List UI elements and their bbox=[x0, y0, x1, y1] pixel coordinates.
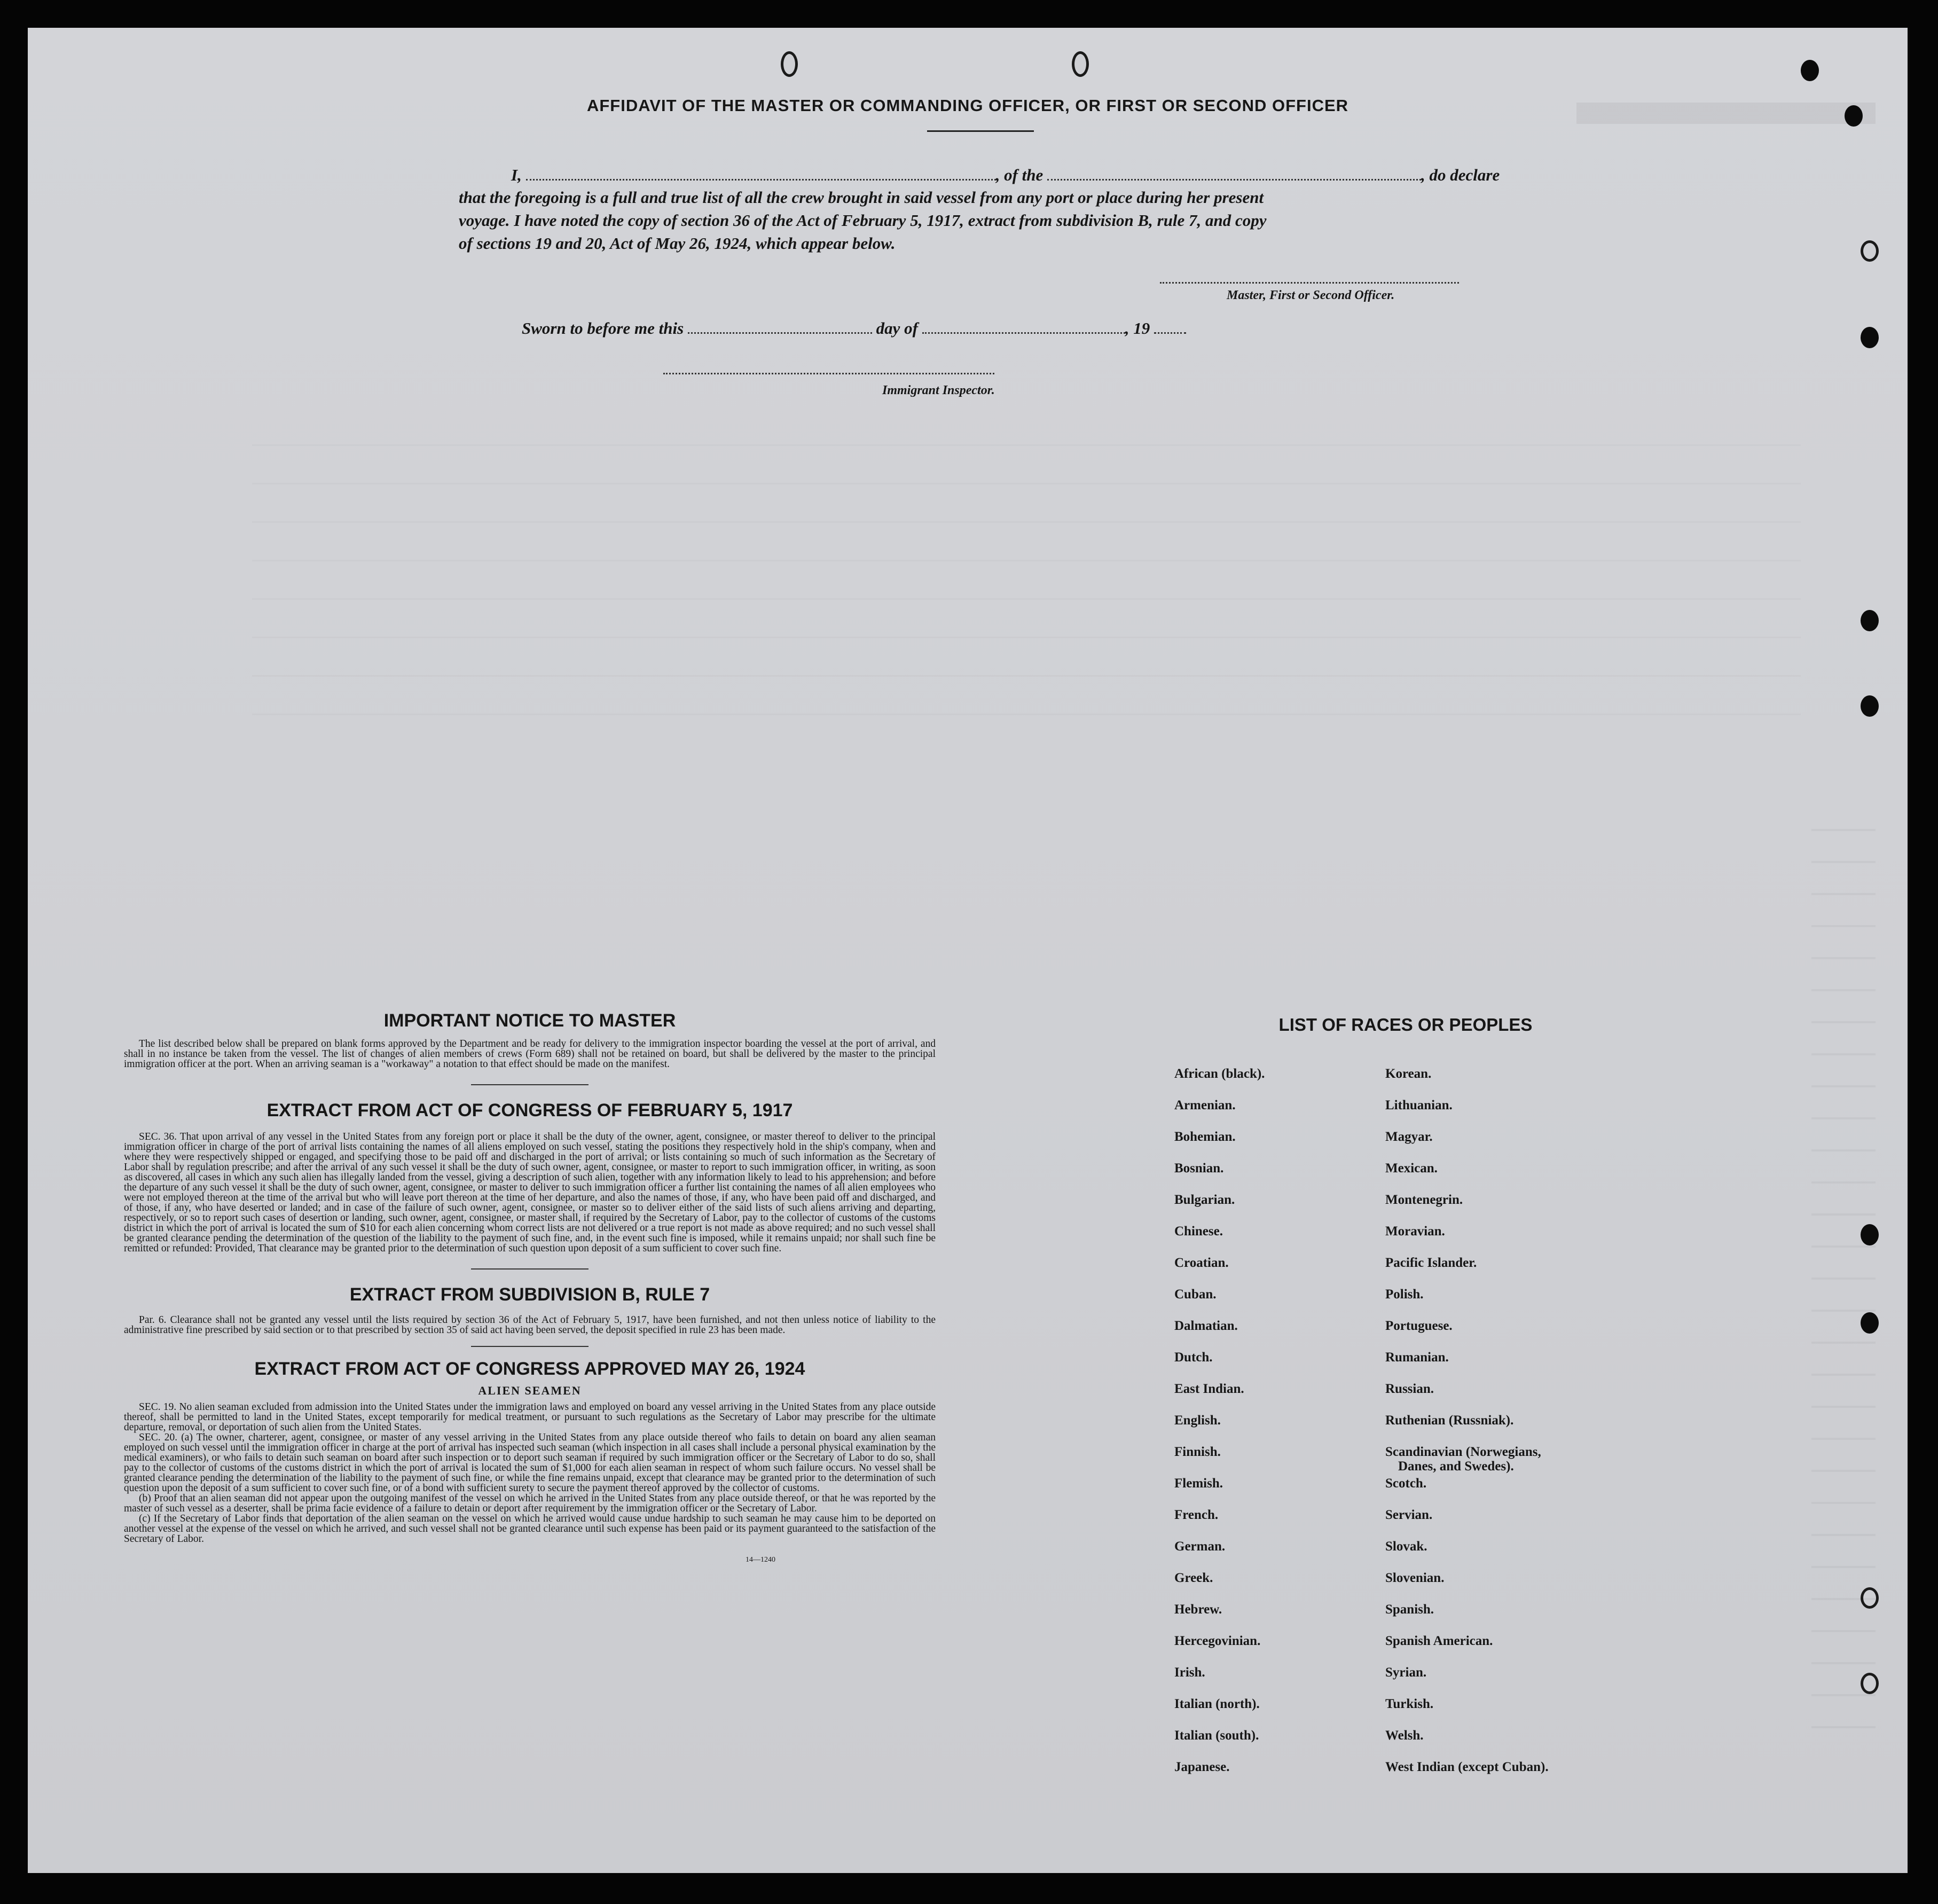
race-list-item: Greek. bbox=[1174, 1571, 1213, 1585]
declaration-line-2: that the foregoing is a full and true list of all the crew brought in said vessel from any port or place during her present bbox=[459, 188, 1264, 207]
race-list-item: Italian (south). bbox=[1174, 1728, 1259, 1743]
declaration-declare: , do declare bbox=[1421, 166, 1500, 184]
race-list-item: Turkish. bbox=[1385, 1697, 1434, 1711]
extract-rule7-title: EXTRACT FROM SUBDIVISION B, RULE 7 bbox=[349, 1284, 710, 1305]
declaration-line-1 bbox=[511, 166, 1500, 185]
legal-extracts-column bbox=[124, 1010, 936, 1564]
race-list-item: English. bbox=[1174, 1413, 1221, 1428]
punch-hole bbox=[1801, 60, 1819, 81]
race-list-item: Japanese. bbox=[1174, 1760, 1230, 1774]
race-list-item: Finnish. bbox=[1174, 1445, 1221, 1459]
affidavit-title: AFFIDAVIT OF THE MASTER OR COMMANDING OFFICER, OR FIRST OR SECOND OFFICER bbox=[586, 96, 1349, 115]
sworn-day-label: day of bbox=[876, 319, 918, 338]
master-signature-line[interactable] bbox=[1160, 279, 1459, 284]
races-column-2 bbox=[1385, 1067, 1549, 1791]
extract-1924-subtitle: ALIEN SEAMEN bbox=[478, 1384, 582, 1397]
punch-hole bbox=[781, 51, 798, 77]
extract-1924-title: EXTRACT FROM ACT OF CONGRESS APPROVED MAY 26, 1924 bbox=[254, 1359, 805, 1379]
extract-1924-sec20a: SEC. 20. (a) The owner, charterer, agent, consignee, or master of any vessel arriving in the United States from any place outside thereof who fails to detain on board any alien seaman employed on such vessel until the immigration officer in charge at the port of arrival has inspected such seaman (which inspection in all cases shall include a personal physical examination by the medical examiners), or who fails to detain such seaman on board after such inspection or to deport such seaman if required by such immigration officer or the Secretary of Labor to do so, shall pay to the collector of customs of the customs district in which the port of arrival is located the sum of $1,000 for each alien seaman in respect of whom such failure occurs. No vessel shall be granted clearance pending the determination of the liability to the payment of such fine, or while the fine remains unpaid, except that clearance may be granted prior to the determination of such question upon the deposit of a sum sufficient to cover such fine, or of a bond with sufficient surety to secure the payment thereof approved by the collector of customs. bbox=[124, 1432, 936, 1494]
race-list-item: Hercegovinian. bbox=[1174, 1634, 1261, 1648]
race-list-item: Armenian. bbox=[1174, 1098, 1236, 1112]
race-list-item: Scandinavian (Norwegians, bbox=[1385, 1445, 1541, 1459]
document-page bbox=[28, 28, 1908, 1873]
section-divider bbox=[471, 1346, 589, 1347]
extract-1917-title: EXTRACT FROM ACT OF CONGRESS OF FEBRUARY 5, 1917 bbox=[266, 1100, 793, 1121]
race-list-item: East Indian. bbox=[1174, 1382, 1244, 1396]
extract-1924-sec20b: (b) Proof that an alien seaman did not appear upon the outgoing manifest of the vessel on which he arrived in the United States from any place outside thereof, or that he was reported by the master of such vessel as a deserter, shall be prima facie evidence of a failure to detain or deport after requirement by the immigration officer or the Secretary of Labor. bbox=[124, 1493, 936, 1514]
sworn-line bbox=[522, 319, 1186, 338]
race-list-item: Bosnian. bbox=[1174, 1161, 1224, 1176]
race-list-item: Magyar. bbox=[1385, 1130, 1433, 1144]
race-list-item: Montenegrin. bbox=[1385, 1193, 1463, 1207]
sworn-year-blank[interactable] bbox=[1154, 329, 1186, 334]
race-list-item: Chinese. bbox=[1174, 1224, 1223, 1239]
race-list-item: Moravian. bbox=[1385, 1224, 1445, 1239]
race-list-item: Irish. bbox=[1174, 1665, 1205, 1680]
section-divider bbox=[471, 1084, 589, 1085]
race-list-item: Croatian. bbox=[1174, 1256, 1229, 1270]
section-divider bbox=[471, 1268, 589, 1270]
notice-title: IMPORTANT NOTICE TO MASTER bbox=[383, 1010, 676, 1031]
punch-hole bbox=[1861, 327, 1879, 348]
declaration-of-the: , of the bbox=[995, 166, 1043, 184]
race-list-item: Spanish. bbox=[1385, 1602, 1434, 1617]
race-list-item: Portuguese. bbox=[1385, 1319, 1453, 1333]
declaration-line-3: voyage. I have noted the copy of section 36 of the Act of February 5, 1917, extract from subdivision B, rule 7, and copy bbox=[459, 211, 1267, 230]
sworn-month-blank[interactable] bbox=[922, 329, 1125, 334]
race-list-item: Mexican. bbox=[1385, 1161, 1438, 1176]
inspector-signature-caption: Immigrant Inspector. bbox=[882, 383, 995, 397]
race-list-item: Scotch. bbox=[1385, 1476, 1427, 1491]
extract-1924-sec19: SEC. 19. No alien seaman excluded from admission into the United States under the immigration laws and employed on board any vessel arriving in the United States from any place outside thereof, shall be permitted to land in the United States, except temporarily for medical treatment, or pursuant to such regulations as the Secretary of Labor may prescribe for the ultimate departure, removal, or deportation of such alien from the United States. bbox=[124, 1401, 936, 1433]
race-list-item: Flemish. bbox=[1174, 1476, 1223, 1491]
race-list-item: Servian. bbox=[1385, 1508, 1433, 1522]
punch-hole bbox=[1861, 610, 1879, 631]
race-list-item: West Indian (except Cuban). bbox=[1385, 1760, 1549, 1774]
race-list-item: Rumanian. bbox=[1385, 1350, 1449, 1365]
inspector-signature-line[interactable] bbox=[663, 370, 994, 374]
notice-text: The list described below shall be prepared on blank forms approved by the Department and be ready for delivery to the immigration inspector boarding the vessel at the port of arrival, and shall in no instance be taken from the vessel. The list of changes of alien members of crews (Form 689) shall not be retained on board, but shall be delivered by the master to the principal immigration officer at the port. When an arriving seaman is a "workaway" a notation to that effect should be made on the manifest. bbox=[124, 1038, 936, 1070]
vessel-blank[interactable] bbox=[1047, 176, 1421, 181]
race-list-item-continuation: Danes, and Swedes). bbox=[1398, 1459, 1514, 1474]
race-list-item: German. bbox=[1174, 1539, 1226, 1554]
sworn-prefix: Sworn to before me this bbox=[522, 319, 684, 338]
race-list-item: Cuban. bbox=[1174, 1287, 1217, 1302]
race-list-item: Bulgarian. bbox=[1174, 1193, 1235, 1207]
race-list-item: Korean. bbox=[1385, 1067, 1432, 1081]
bleed-through-texture bbox=[252, 444, 1801, 743]
race-list-item: Syrian. bbox=[1385, 1665, 1427, 1680]
punch-hole bbox=[1861, 695, 1879, 717]
race-list-item: Hebrew. bbox=[1174, 1602, 1222, 1617]
race-list-item: Lithuanian. bbox=[1385, 1098, 1453, 1112]
race-list-item: Polish. bbox=[1385, 1287, 1424, 1302]
race-list-item: Spanish American. bbox=[1385, 1634, 1493, 1648]
race-list-item: African (black). bbox=[1174, 1067, 1265, 1081]
extract-1924-sec20c: (c) If the Secretary of Labor finds that deportation of the alien seaman on the vessel on which he arrived would cause undue hardship to such seaman he may cause him to be deported on another vessel at the expense of the vessel on which he arrived, and such vessel shall not be granted clearance until such expense has been paid or its payment guaranteed to the satisfaction of the Secretary of Labor. bbox=[124, 1513, 936, 1545]
race-list-item: Pacific Islander. bbox=[1385, 1256, 1477, 1270]
race-list-item: Ruthenian (Russniak). bbox=[1385, 1413, 1514, 1428]
form-number: 14—1240 bbox=[746, 1556, 775, 1564]
declaration-i: I, bbox=[511, 166, 522, 184]
extract-rule7-text: Par. 6. Clearance shall not be granted any vessel until the lists required by section 36 of the Act of February 5, 1917, have been furnished, and not then unless notice of liability to the administrative fine prescribed by said section or to that prescribed by section 35 of said act having been served, the deposit specified in rule 23 has been made. bbox=[124, 1314, 936, 1336]
extract-1917-text: SEC. 36. That upon arrival of any vessel in the United States from any foreign port or place it shall be the duty of the owner, agent, consignee, or master thereof to deliver to the principal immigration officer in charge of the port of arrival lists containing the names of all aliens employed on such vessel, stating the positions they respectively hold in the ship's company, when and where they were respectively shipped or engaged, and specifying those to be paid off and discharged in the port of arrival; or lists containing so much of such information as the Secretary of Labor shall by regulation prescribe; and after the arrival of any such vessel it shall be the duty of such owner, agent, consignee, or master to report to such immigration officer, in writing, as soon as discovered, all cases in which any such alien has illegally landed from the vessel, giving a description of such alien, together with any information likely to lead to his apprehension; and before the departure of any such vessel it shall be the duty of such owner, agent, consignee, or master to deliver to such immigration officer a further list containing the names of all alien employees who were not employed thereon at the time of the arrival but who will leave port thereon at the time of her departure, and also the names of those, if any, who have been paid off and discharged, and of those, if any, who have deserted or landed; and in case of the failure of such owner, agent, consignee, or master so to deliver either of the said lists of such aliens arriving and departing, respectively, or so to report such cases of desertion or landing, such owner, agent, consignee, or master shall, if required by the Secretary of Labor, pay to the collector of customs of the customs district in which the port of arrival is located the sum of $10 for each alien concerning whom correct lists are not delivered or a true report is not made as above required; and no such vessel shall be granted clearance pending the determination of the question of the liability to the payment of such fine, and, in the event such fine is imposed, while it remains unpaid; nor shall such fine be remitted or refunded: Provided, That clearance may be granted prior to the determination of such question upon deposit of a sum sufficient to cover such fine. bbox=[124, 1131, 936, 1254]
race-list-item: Russian. bbox=[1385, 1382, 1434, 1396]
master-signature-caption: Master, First or Second Officer. bbox=[1227, 288, 1395, 302]
race-list-item: Slovenian. bbox=[1385, 1571, 1445, 1585]
sworn-year-label: , 19 bbox=[1125, 319, 1150, 338]
race-list-item: Dutch. bbox=[1174, 1350, 1213, 1365]
sworn-day-blank[interactable] bbox=[688, 329, 872, 334]
race-list-item: Bohemian. bbox=[1174, 1130, 1236, 1144]
bleed-through-texture bbox=[1811, 829, 1876, 1737]
races-list-title: LIST OF RACES OR PEOPLES bbox=[1278, 1015, 1533, 1035]
declaration-line-4: of sections 19 and 20, Act of May 26, 1924, which appear below. bbox=[459, 234, 896, 253]
name-blank[interactable] bbox=[526, 176, 996, 181]
races-column-1 bbox=[1174, 1067, 1265, 1791]
race-list-item: Italian (north). bbox=[1174, 1697, 1260, 1711]
race-list-item: Slovak. bbox=[1385, 1539, 1427, 1554]
punch-hole bbox=[1861, 240, 1879, 262]
race-list-item: Dalmatian. bbox=[1174, 1319, 1238, 1333]
title-divider bbox=[927, 130, 1034, 132]
race-list-item: French. bbox=[1174, 1508, 1219, 1522]
punch-hole bbox=[1072, 51, 1089, 77]
race-list-item: Welsh. bbox=[1385, 1728, 1424, 1743]
